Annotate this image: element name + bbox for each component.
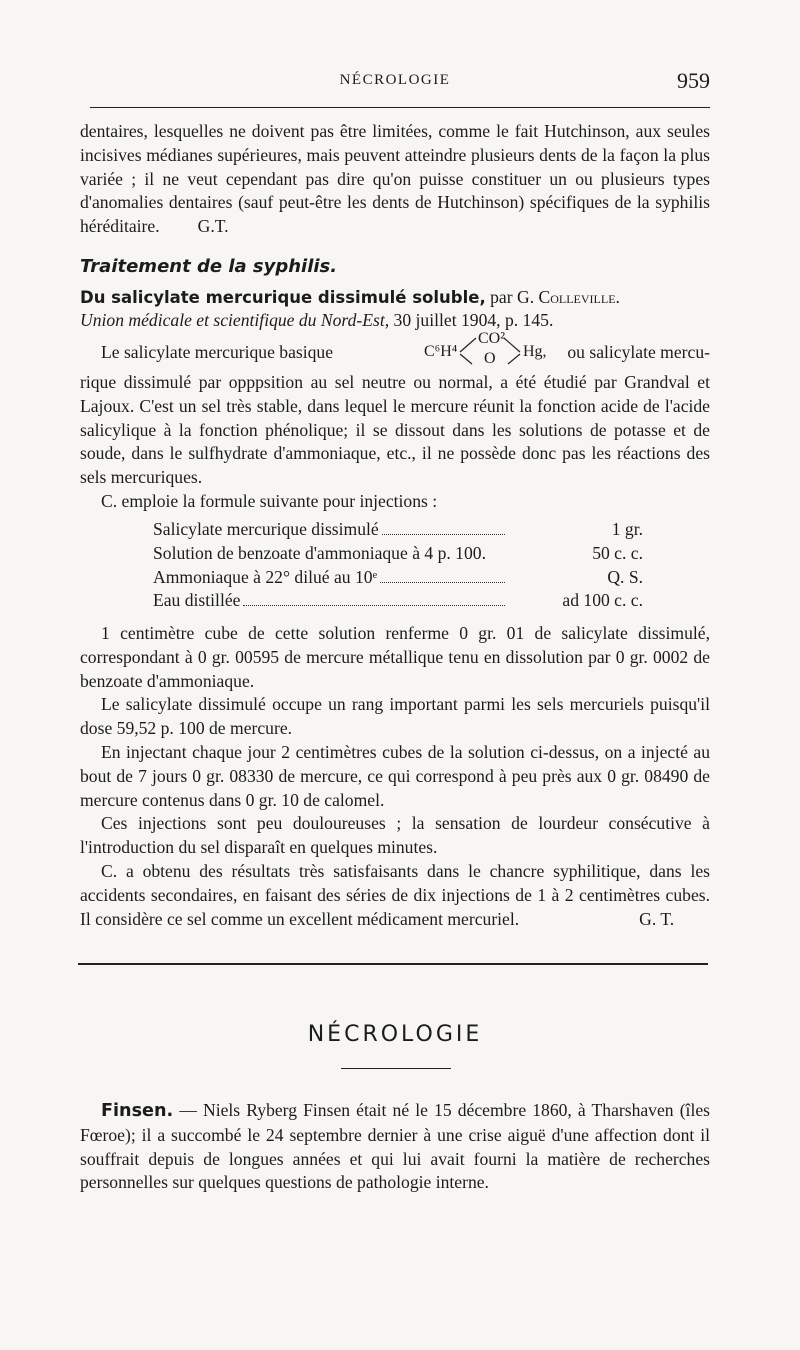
recipe-row: Solution de benzoate d'ammoniaque à 4 p. 100. 50 c. c. [153, 542, 643, 563]
injection-recipe [153, 518, 643, 613]
article-paragraph: 1 centimètre cube de cette solution renferme 0 gr. 01 de salicylate dissimulé, correspondant à 0 gr. 00595 de mercure métallique tenu en dissolution par 0 gr. 0002 de benzoate d'ammoniaque. [80, 623, 710, 691]
necrologie-heading: NÉCROLOGIE [307, 1022, 483, 1047]
formula-continuation: rique dissimulé par opppsition au sel neutre ou normal, a été étudié par Grandval et Lajoux. C'est un sel très stable, dans lequel le mercure réunit la fonction acide de l'acide salicylique à la fonction phénolique; il se dissout dans les solutions de potasse et de soude, dans le sulfhydrate d'ammoniaque, etc., il ne possède donc pas les réactions des sels mercuriques. [80, 372, 710, 488]
obituary-block [80, 1099, 710, 1195]
leader-dots [382, 534, 505, 535]
article-paragraph: Ces injections sont peu douloureuses ; la sensation de lourdeur consécutive à l'introduction du sel disparaît en quelques minutes. [80, 813, 710, 858]
article-signature: G. T. [639, 908, 675, 929]
formula-continuation-block [80, 371, 710, 514]
recipe-row: Ammoniaque à 22° dilué au 10ᵉ Q. S. [153, 566, 643, 587]
recipe-row: Salicylate mercurique dissimulé 1 gr. [153, 519, 643, 539]
article-paragraph: En injectant chaque jour 2 centimètres cubes de la solution ci-dessus, on a injecté au bout de 7 jours 0 gr. 08330 de mercure, ce qui correspond à peu près aux 0 gr. 08490 de mercure contenus dans 0 gr. 10 de calomel. [80, 741, 710, 810]
running-head [80, 68, 710, 98]
necrologie-underline [341, 1068, 451, 1069]
formula-base: C⁶H⁴ [424, 343, 458, 360]
header-rule [90, 107, 710, 108]
intro-paragraph: dentaires, lesquelles ne doivent pas être limitées, comme le fait Hutchinson, aux seules incisives médianes supérieures, mais peuvent atteindre plusieurs dents de la façon la plus variée ; il ne veut cependant pas dire qu'on puisse constituer un ou plusieurs types d'anomalies dentaires (sauf peut-être les dents de Hutchinson) spécifiques de la syphilis héréditaire. G.T. [80, 121, 710, 237]
leader-dots [380, 582, 505, 583]
article-heading [80, 286, 710, 332]
page-number: 959 [677, 68, 710, 93]
article-by: par G. [490, 287, 535, 307]
recipe-intro: C. emploie la formule suivante pour injections : [101, 490, 438, 511]
article-body [80, 622, 710, 931]
section-divider [78, 963, 708, 965]
intro-signature: G.T. [197, 216, 229, 237]
article-title: Du salicylate mercurique dissimulé soluble, [80, 288, 486, 307]
formula-top-group: CO² [478, 330, 506, 347]
obituary-name: Finsen. [101, 1101, 174, 1121]
recipe-row: Eau distillée ad 100 c. c. [153, 590, 643, 611]
running-title: NÉCROLOGIE [339, 72, 451, 88]
formula-line [80, 330, 710, 368]
article-paragraph: C. a obtenu des résultats très satisfaisants dans le chancre syphilitique, dans les accidents secondaires, en faisant des séries de dix injections de 1 à 2 centimètres cubes. Il considère ce sel comme un excellent médicament mercuriel. G. T. [80, 860, 710, 929]
article-author: Colleville. [538, 287, 620, 307]
formula-metal: Hg, [523, 343, 547, 360]
intro-paragraph-block [80, 120, 710, 239]
section-title: Traitement de la syphilis. [80, 256, 338, 277]
leader-dots [243, 605, 505, 606]
article-source-date: 30 juillet 1904, p. 145. [393, 310, 554, 330]
obituary-paragraph: Finsen. — Niels Ryberg Finsen était né le 15 décembre 1860, à Tharshaven (îles Fœroe); il a succombé le 24 septembre dernier à une crise aiguë d'une affection dont il souffrait depuis de longues années et qui lui avait fourni la matière de recherches personnelles sur quelques questions de pathologie interne. [80, 1100, 710, 1193]
formula-lead: Le salicylate mercurique basique [101, 342, 334, 362]
formula-bottom-group: O [484, 350, 496, 367]
chemical-formula [424, 330, 574, 368]
article-source: Union médicale et scientifique du Nord-Est, [80, 310, 390, 330]
article-paragraph: Le salicylate dissimulé occupe un rang important parmi les sels mercuriels puisqu'il dose 59,52 p. 100 de mercure. [80, 694, 710, 739]
formula-tail: ou salicylate mercu- [567, 342, 710, 362]
